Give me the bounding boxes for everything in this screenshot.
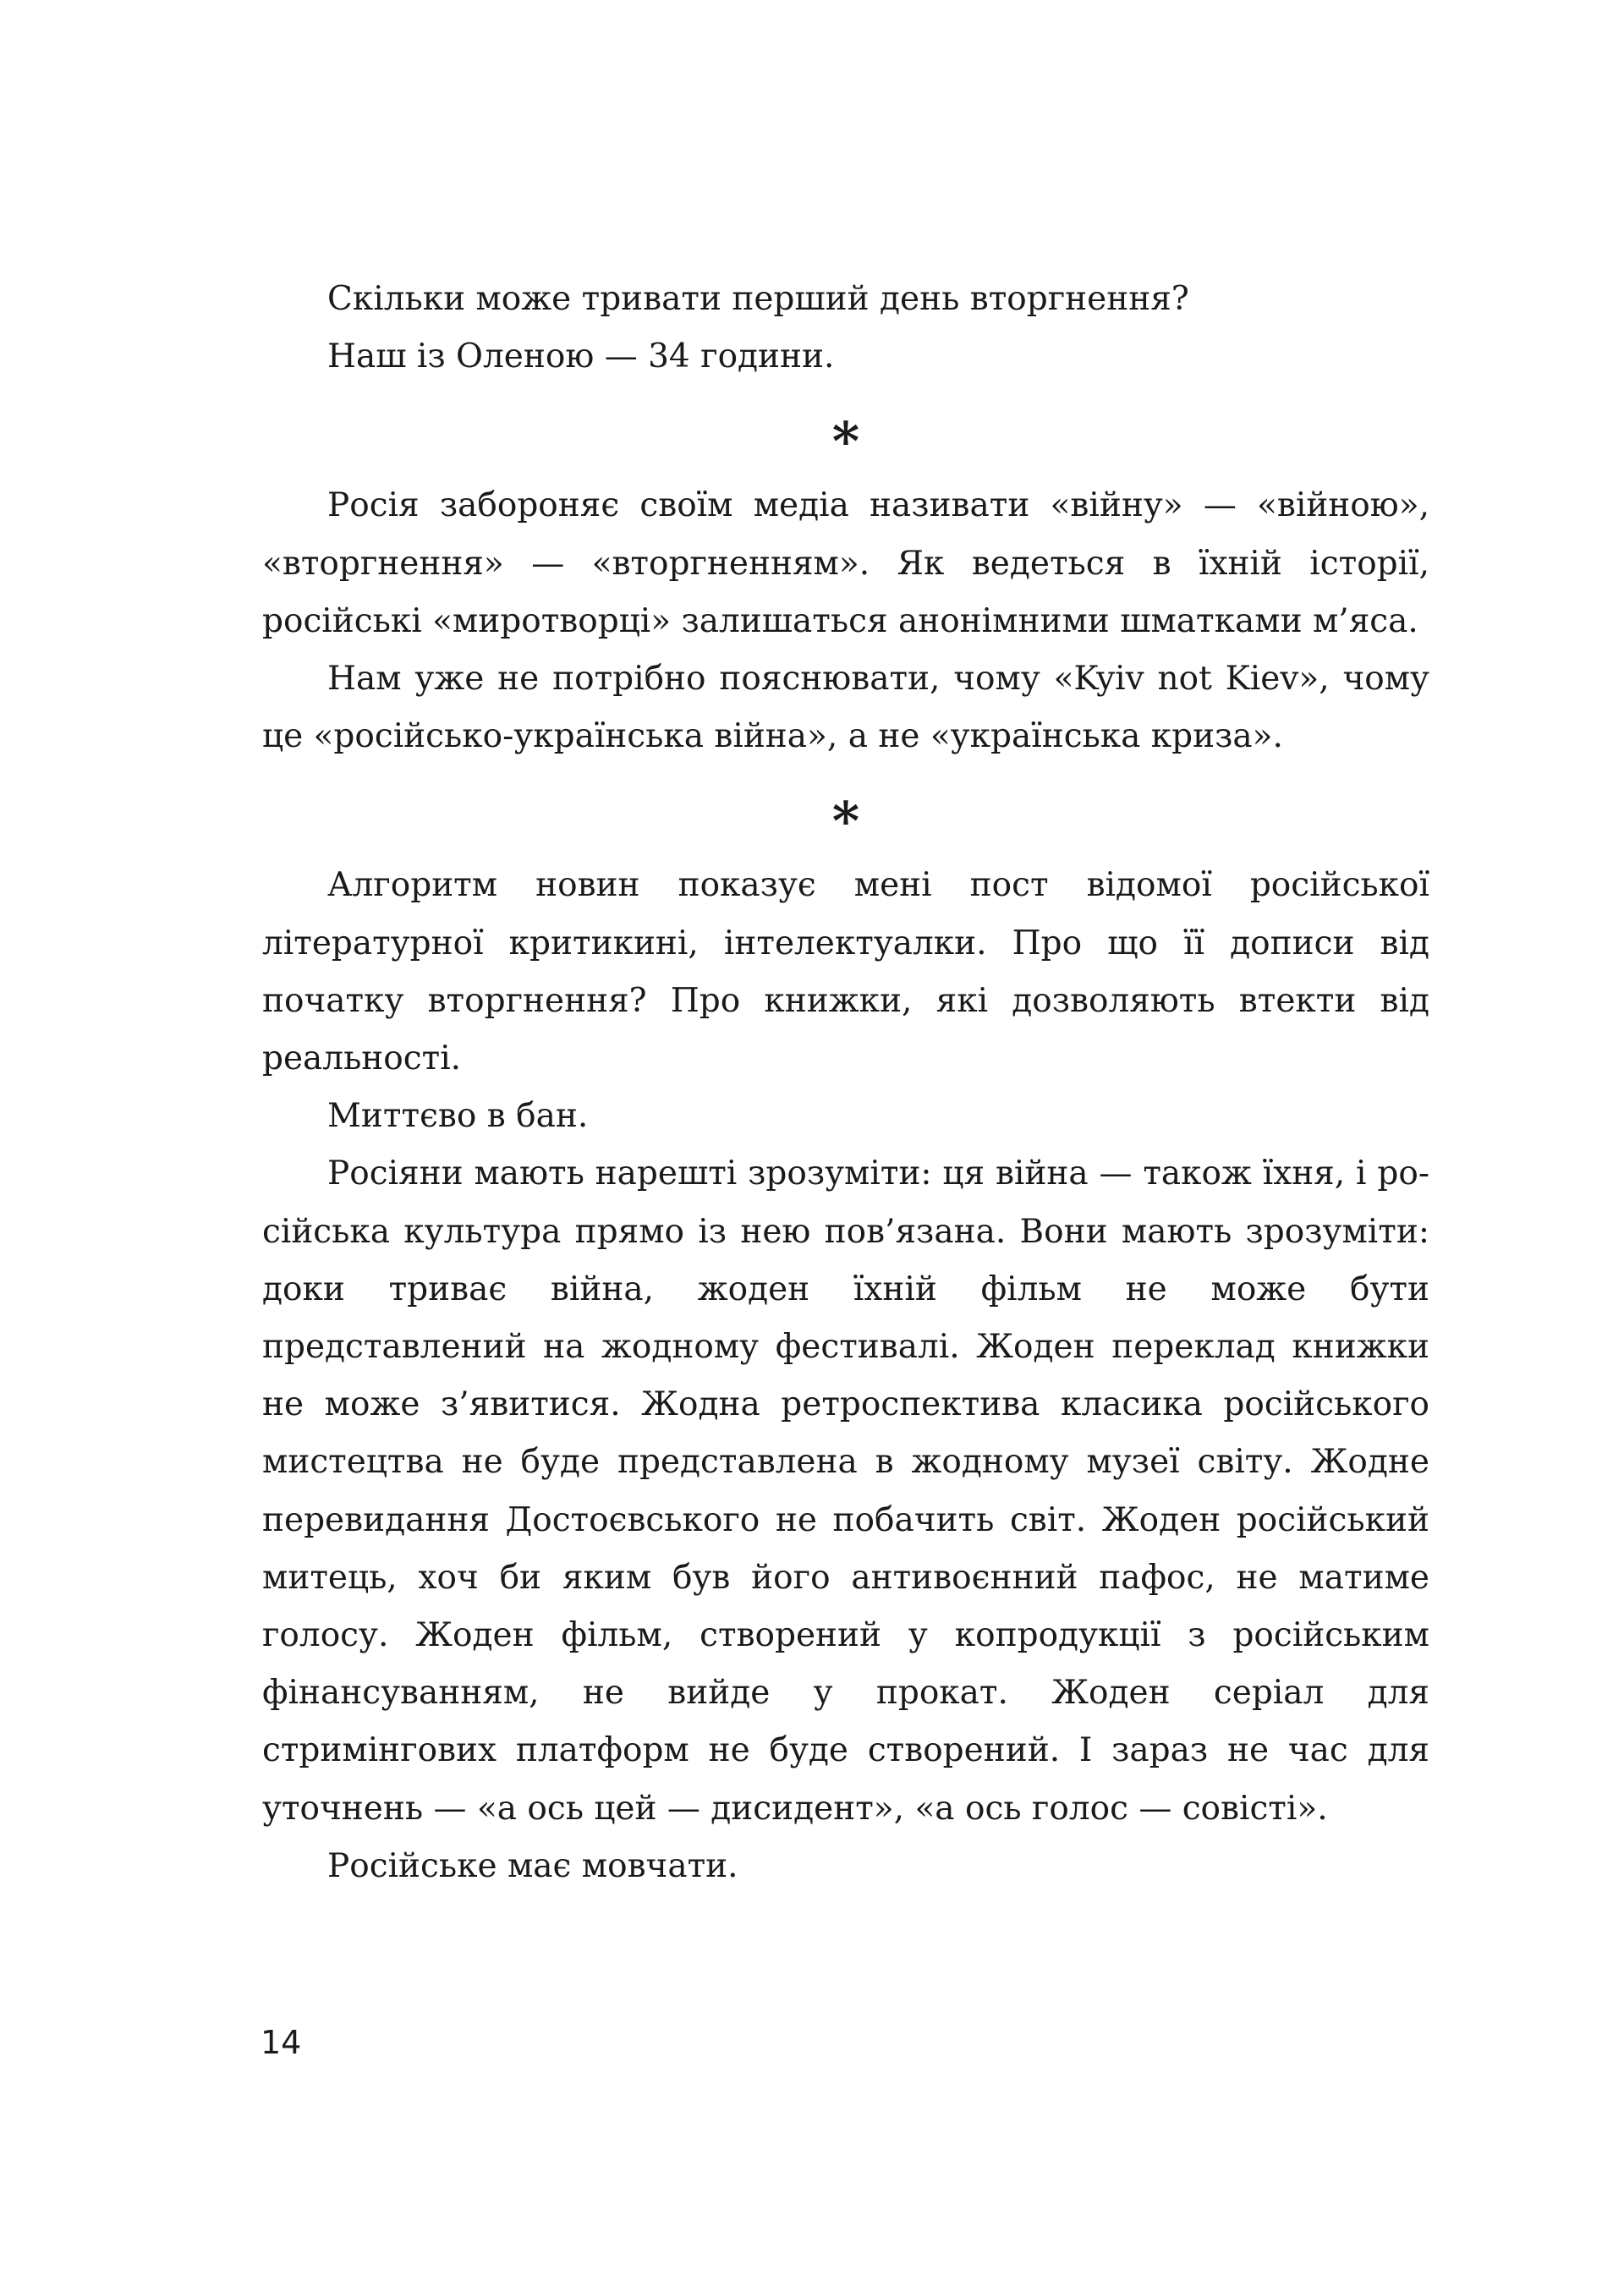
page-text-block xyxy=(262,271,1429,1895)
section-separator: * xyxy=(831,790,860,853)
page-number: 14 xyxy=(261,2024,302,2061)
paragraph: Алгоритм новин показує мені пост відомої російської літературної критикині, інтелектуалки. Про що її дописи від початку вторгнення? Про книжки, які дозволяють втекти від реальності. xyxy=(262,866,1429,1078)
paragraph: Російське має мовчати. xyxy=(327,1846,738,1885)
paragraph: Нам уже не потрібно пояснювати, чому «Kyiv not Kiev», чому це «російсько-українська війна», а не «українська криза». xyxy=(262,660,1429,756)
paragraph: Скільки може тривати перший день вторгнення? xyxy=(327,280,1189,318)
section-separator: * xyxy=(831,410,860,473)
paragraph: Росія забороняє своїм медіа називати «війну» — «війною», «вторгнення» — «вторгненням». Як ведеться в їхній історії, російські «миротворці» залишаться анонімними шматками м’яса. xyxy=(262,486,1429,640)
paragraph: Росіяни мають нарешті зрозуміти: ця війна — також їхня, і російська культура прямо із нею пов’язана. Вони мають зрозуміти: доки триває війна, жоден їхній фільм не може бути представлений на жодному фестивалі. Жоден переклад книжки не може з’явитися. Жодна ретроспектива класика російського мистецтва не буде представлена в жодному музеї світу. Жодне перевидання Достоєвського не побачить світ. Жоден російський митець, хоч би яким був його антивоєнний пафос, не матиме голосу. Жоден фільм, створений у копродукції з російським фінансуванням, не вийде у прокат. Жоден серіал для стримінгових платформ не буде створений. І зараз не час для уточнень — «а ось цей — дисидент», «а ось голос — совісті». xyxy=(262,1154,1429,1828)
paragraph: Наш із Оленою — 34 години. xyxy=(327,337,835,376)
paragraph: Миттєво в бан. xyxy=(327,1097,589,1136)
